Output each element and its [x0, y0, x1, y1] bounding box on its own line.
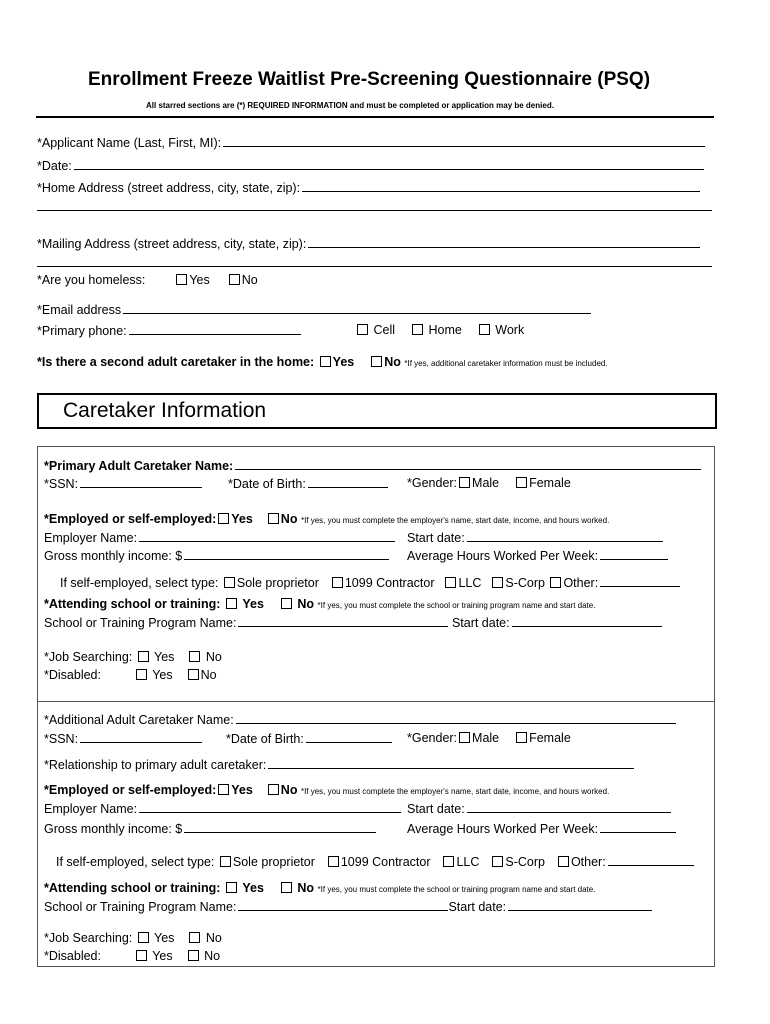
phone-label: *Primary phone: [37, 324, 127, 338]
primary-ssn-field[interactable] [80, 476, 202, 488]
primary-dob-row [228, 476, 388, 492]
additional-ssn-field[interactable] [80, 731, 202, 743]
no-label: No [280, 512, 298, 526]
primary-self-employed-row [60, 575, 680, 591]
primary-hours-field[interactable] [600, 548, 668, 560]
homeless-row [37, 273, 258, 288]
additional-employed-note: *If yes, you must complete the employer's name, start date, income, and hours worked. [300, 787, 610, 796]
additional-school-label: *Attending school or training: [44, 881, 221, 895]
yes-label: Yes [154, 650, 175, 664]
page-title: Enrollment Freeze Waitlist Pre-Screening Questionnaire (PSQ) [88, 69, 651, 90]
additional-gender-label: *Gender: [407, 731, 458, 745]
phone-type-options [355, 323, 524, 338]
mailing-address-field-line2[interactable] [37, 266, 712, 267]
primary-disabled-yes-checkbox[interactable] [136, 669, 147, 680]
yes-label: Yes [242, 597, 264, 611]
primary-job-searching-label: *Job Searching: [44, 650, 133, 664]
primary-income-field[interactable] [184, 548, 389, 560]
primary-other-field[interactable] [600, 575, 680, 587]
additional-program-row [44, 899, 652, 915]
cell-label: Cell [373, 323, 396, 337]
primary-income-row [44, 548, 389, 564]
no-label: No [297, 881, 315, 895]
phone-row [37, 323, 301, 339]
no-label: No [204, 949, 221, 963]
header-divider [36, 116, 714, 118]
date-label: *Date: [37, 159, 72, 173]
primary-employer-label: Employer Name: [44, 531, 138, 545]
mailing-address-label: *Mailing Address (street address, city, state, zip): [37, 237, 307, 251]
primary-program-start-field[interactable] [512, 615, 662, 627]
homeless-label: *Are you homeless: [37, 273, 146, 287]
additional-gender-row [407, 731, 571, 746]
primary-name-label: *Primary Adult Caretaker Name: [44, 459, 234, 473]
primary-llc-checkbox[interactable] [445, 577, 456, 588]
primary-school-label: *Attending school or training: [44, 597, 221, 611]
male-label: Male [472, 476, 500, 490]
additional-hours-row [407, 821, 676, 837]
sole-proprietor-label: Sole proprietor [236, 576, 319, 590]
second-caretaker-label: *Is there a second adult caretaker in the home: [37, 355, 315, 369]
additional-disabled-no-checkbox[interactable] [188, 950, 199, 961]
yes-label: Yes [152, 949, 173, 963]
additional-llc-checkbox[interactable] [443, 856, 454, 867]
yes-label: Yes [231, 512, 253, 526]
primary-program-row [44, 615, 662, 631]
primary-employed-note: *If yes, you must complete the employer's name, start date, income, and hours worked. [300, 516, 610, 525]
primary-ssn-row [44, 476, 202, 492]
work-label: Work [495, 323, 525, 337]
phone-cell-checkbox[interactable] [357, 324, 368, 335]
primary-school-note: *If yes, you must complete the school or training program name and start date. [317, 601, 596, 610]
primary-other-checkbox[interactable] [550, 577, 561, 588]
additional-ssn-label: *SSN: [44, 732, 79, 746]
primary-job-searching-row [44, 650, 222, 665]
primary-disabled-row [44, 668, 217, 683]
home-address-label: *Home Address (street address, city, state, zip): [37, 181, 301, 195]
yes-label: Yes [189, 273, 210, 287]
primary-female-checkbox[interactable] [516, 477, 527, 488]
additional-relationship-field[interactable] [268, 757, 634, 769]
primary-gender-row [407, 476, 571, 491]
primary-gender-label: *Gender: [407, 476, 458, 490]
phone-field[interactable] [129, 323, 301, 335]
additional-male-checkbox[interactable] [459, 732, 470, 743]
phone-work-checkbox[interactable] [479, 324, 490, 335]
applicant-name-field[interactable] [223, 135, 705, 147]
additional-employed-yes-checkbox[interactable] [218, 784, 229, 795]
no-label: No [205, 650, 222, 664]
additional-start-label: Start date: [407, 802, 465, 816]
additional-scorp-checkbox[interactable] [492, 856, 503, 867]
primary-male-checkbox[interactable] [459, 477, 470, 488]
additional-income-row [44, 821, 376, 837]
male-label: Male [472, 731, 500, 745]
primary-employed-no-checkbox[interactable] [268, 513, 279, 524]
primary-school-yes-checkbox[interactable] [226, 598, 237, 609]
no-label: No [241, 273, 258, 287]
yes-label: Yes [332, 355, 355, 369]
additional-name-label: *Additional Adult Caretaker Name: [44, 713, 234, 727]
primary-employed-yes-checkbox[interactable] [218, 513, 229, 524]
second-caretaker-row [37, 355, 608, 370]
no-label: No [205, 931, 222, 945]
second-caretaker-note: *If yes, additional caretaker information must be included. [404, 359, 608, 368]
primary-disabled-no-checkbox[interactable] [188, 669, 199, 680]
primary-sole-proprietor-checkbox[interactable] [224, 577, 235, 588]
additional-self-employed-row [56, 854, 694, 870]
primary-program-start-label: Start date: [451, 616, 510, 630]
additional-other-field[interactable] [608, 854, 694, 866]
other-label: Other: [563, 576, 599, 590]
email-field[interactable] [123, 302, 591, 314]
female-label: Female [529, 476, 571, 490]
additional-employed-label: *Employed or self-employed: [44, 783, 217, 797]
primary-school-no-checkbox[interactable] [281, 598, 292, 609]
additional-income-label: Gross monthly income: $ [44, 822, 183, 836]
date-field[interactable] [74, 158, 704, 170]
no-label: No [297, 597, 315, 611]
additional-employer-label: Employer Name: [44, 802, 138, 816]
additional-name-row [44, 712, 676, 728]
additional-female-checkbox[interactable] [516, 732, 527, 743]
additional-name-field[interactable] [236, 712, 676, 724]
additional-relationship-row [44, 757, 634, 773]
primary-start-label: Start date: [407, 531, 465, 545]
additional-school-row [44, 881, 595, 896]
primary-name-row [44, 458, 701, 474]
mailing-address-row [37, 236, 700, 252]
primary-scorp-checkbox[interactable] [492, 577, 503, 588]
primary-job-yes-checkbox[interactable] [138, 651, 149, 662]
additional-program-label: School or Training Program Name: [44, 900, 237, 914]
additional-employer-row [44, 801, 401, 817]
no-label: No [384, 355, 401, 369]
additional-job-yes-checkbox[interactable] [138, 932, 149, 943]
primary-job-no-checkbox[interactable] [189, 651, 200, 662]
additional-school-no-checkbox[interactable] [281, 882, 292, 893]
additional-employed-row [44, 783, 609, 798]
home-address-row [37, 180, 700, 196]
primary-dob-label: *Date of Birth: [228, 477, 306, 491]
primary-hours-label: Average Hours Worked Per Week: [407, 549, 599, 563]
additional-disabled-row [44, 949, 220, 964]
additional-employed-no-checkbox[interactable] [268, 784, 279, 795]
applicant-name-label: *Applicant Name (Last, First, MI): [37, 136, 222, 150]
additional-dob-row [226, 731, 392, 747]
additional-job-searching-row [44, 931, 222, 946]
additional-job-no-checkbox[interactable] [189, 932, 200, 943]
homeless-yes-checkbox[interactable] [176, 274, 187, 285]
llc-label: LLC [456, 855, 480, 869]
additional-disabled-label: *Disabled: [44, 949, 101, 963]
additional-dob-label: *Date of Birth: [226, 732, 304, 746]
email-label: *Email address [37, 303, 122, 317]
primary-self-employed-label: If self-employed, select type: [60, 576, 219, 590]
primary-start-field[interactable] [467, 530, 663, 542]
caretaker-separator [37, 701, 714, 702]
additional-start-field[interactable] [467, 801, 671, 813]
yes-label: Yes [152, 668, 173, 682]
second-caretaker-no-checkbox[interactable] [371, 356, 382, 367]
home-label: Home [428, 323, 462, 337]
sole-proprietor-label: Sole proprietor [232, 855, 315, 869]
additional-ssn-row [44, 731, 202, 747]
additional-hours-field[interactable] [600, 821, 676, 833]
additional-program-start-label: Start date: [448, 900, 507, 914]
primary-disabled-label: *Disabled: [44, 668, 101, 682]
second-caretaker-yes-checkbox[interactable] [320, 356, 331, 367]
llc-label: LLC [458, 576, 482, 590]
primary-school-row [44, 597, 595, 612]
additional-dob-field[interactable] [306, 731, 392, 743]
no-label: No [280, 783, 298, 797]
s-corp-label: S-Corp [505, 855, 545, 869]
additional-1099-checkbox[interactable] [328, 856, 339, 867]
email-row [37, 302, 591, 318]
additional-program-field[interactable] [238, 899, 448, 911]
additional-school-note: *If yes, you must complete the school or training program name and start date. [317, 885, 596, 894]
primary-1099-checkbox[interactable] [332, 577, 343, 588]
primary-employed-label: *Employed or self-employed: [44, 512, 217, 526]
applicant-name-row [37, 135, 705, 151]
female-label: Female [529, 731, 571, 745]
contractor-1099-label: 1099 Contractor [340, 855, 431, 869]
yes-label: Yes [242, 881, 264, 895]
home-address-field[interactable] [302, 180, 700, 192]
yes-label: Yes [154, 931, 175, 945]
home-address-field-line2[interactable] [37, 210, 712, 211]
primary-ssn-label: *SSN: [44, 477, 79, 491]
additional-self-employed-label: If self-employed, select type: [56, 855, 215, 869]
contractor-1099-label: 1099 Contractor [344, 576, 435, 590]
additional-relationship-label: *Relationship to primary adult caretaker: [44, 758, 267, 772]
additional-hours-label: Average Hours Worked Per Week: [407, 822, 599, 836]
primary-employer-field[interactable] [139, 530, 395, 542]
additional-other-checkbox[interactable] [558, 856, 569, 867]
yes-label: Yes [231, 783, 253, 797]
required-notice: All starred sections are (*) REQUIRED INFORMATION and must be completed or application may be denied. [146, 101, 554, 110]
caretaker-section-title: Caretaker Information [63, 399, 267, 422]
primary-employed-row [44, 512, 609, 527]
additional-job-searching-label: *Job Searching: [44, 931, 133, 945]
date-row [37, 158, 704, 174]
s-corp-label: S-Corp [505, 576, 545, 590]
additional-employer-field[interactable] [139, 801, 401, 813]
additional-school-yes-checkbox[interactable] [226, 882, 237, 893]
primary-program-label: School or Training Program Name: [44, 616, 237, 630]
primary-employer-row [44, 530, 395, 546]
homeless-no-checkbox[interactable] [229, 274, 240, 285]
additional-disabled-yes-checkbox[interactable] [136, 950, 147, 961]
mailing-address-field[interactable] [308, 236, 700, 248]
phone-home-checkbox[interactable] [412, 324, 423, 335]
additional-start-row [407, 801, 671, 817]
primary-start-row [407, 530, 663, 546]
no-label: No [200, 668, 217, 682]
primary-income-label: Gross monthly income: $ [44, 549, 183, 563]
additional-sole-proprietor-checkbox[interactable] [220, 856, 231, 867]
additional-income-field[interactable] [184, 821, 376, 833]
other-label: Other: [570, 855, 606, 869]
primary-program-field[interactable] [238, 615, 448, 627]
additional-program-start-field[interactable] [508, 899, 652, 911]
primary-hours-row [407, 548, 668, 564]
primary-dob-field[interactable] [308, 476, 388, 488]
caretaker-section-header [37, 393, 717, 429]
primary-name-field[interactable] [235, 458, 701, 470]
